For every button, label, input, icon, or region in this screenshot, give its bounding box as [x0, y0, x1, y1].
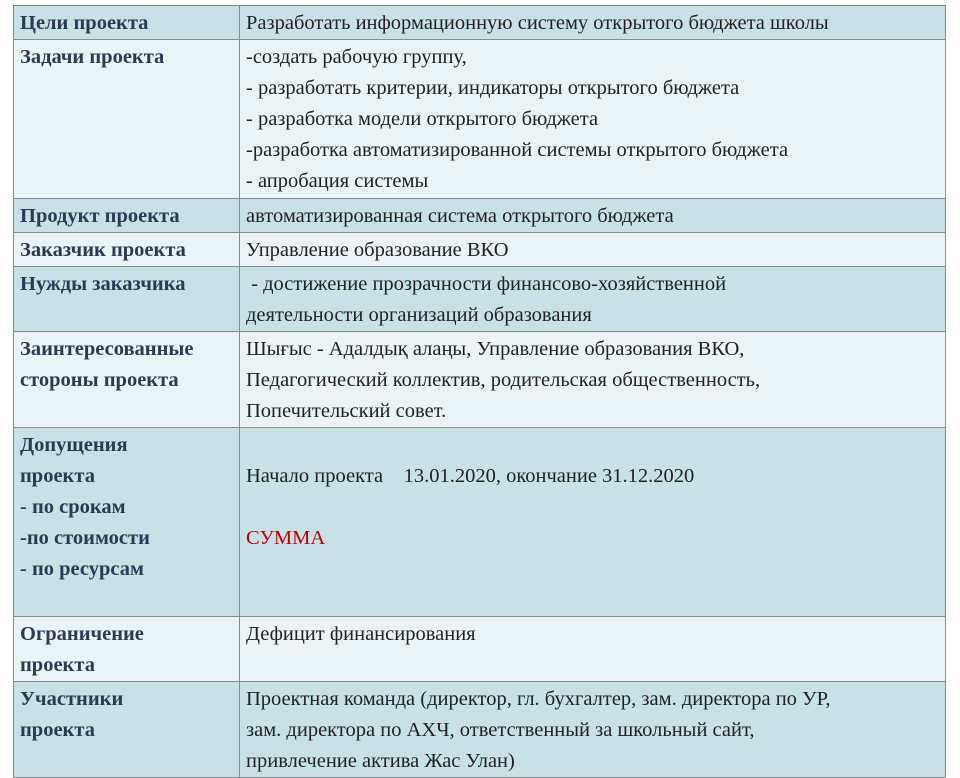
row-label-goals: Цели проекта [14, 6, 240, 40]
assumptions-label-line: - по срокам [20, 496, 126, 518]
assumptions-label-line: -по стоимости [20, 527, 150, 549]
participants-line: Проектная команда (директор, гл. бухгалтер, зам. директора по УР, [246, 688, 831, 710]
row-value-customer [240, 233, 946, 267]
task-item: - апробация системы [246, 170, 429, 192]
row-value-goals [240, 6, 946, 40]
row-label-constraints [14, 617, 240, 682]
row-label-tasks: Задачи проекта [14, 40, 240, 199]
participants-line: зам. директора по АХЧ, ответственный за школьный сайт, [246, 719, 755, 741]
row-value-participants [240, 682, 946, 778]
assumptions-label-line: Допущения [20, 434, 128, 456]
row-label-customer: Заказчик проекта [14, 233, 240, 267]
task-item: -создать рабочую группу, [246, 46, 467, 68]
row-label-assumptions [14, 428, 240, 617]
participants-line: привлечение актива Жас Улан) [246, 750, 515, 772]
table-row-goals [14, 6, 946, 40]
project-passport-table [13, 5, 946, 778]
participants-label-line: Участники [20, 688, 124, 710]
participants-label-line: проекта [20, 719, 95, 741]
row-label-needs: Нужды заказчика [14, 267, 240, 332]
assumptions-label-line: - по ресурсам [20, 558, 144, 580]
row-label-participants [14, 682, 240, 778]
task-item: -разработка автоматизированной системы открытого бюджета [246, 139, 789, 161]
row-value-tasks [240, 40, 946, 199]
needs-text: - достижение прозрачности финансово-хозяйственной [246, 273, 727, 295]
project-dates-text: Начало проекта 13.01.2020, окончание 31.12.2020 [246, 465, 695, 487]
task-item: - разработка модели открытого бюджета [246, 108, 599, 130]
table-row-assumptions [14, 428, 946, 617]
stakeholder-line: Педагогический коллектив, родительская общественность, [246, 369, 761, 391]
customer-text: Управление образование ВКО [246, 239, 509, 261]
stakeholder-line: Попечительский совет. [246, 400, 447, 422]
row-label-stakeholders: Заинтересованные стороны проекта [14, 332, 240, 428]
constraints-text: Дефицит финансирования [246, 623, 476, 645]
row-value-assumptions [240, 428, 946, 617]
assumptions-label-line: проекта [20, 465, 95, 487]
table-row-constraints [14, 617, 946, 682]
table-row-stakeholders [14, 332, 946, 428]
product-text: автоматизированная система открытого бюджета [246, 205, 674, 227]
row-value-stakeholders [240, 332, 946, 428]
table-row-participants [14, 682, 946, 778]
row-value-needs [240, 267, 946, 332]
needs-text: деятельности организаций образования [246, 304, 592, 326]
table-row-product [14, 199, 946, 233]
constraints-label-line: проекта [20, 654, 95, 676]
constraints-label-line: Ограничение [20, 623, 144, 645]
goals-text: Разработать информационную систему открытого бюджета школы [246, 12, 829, 34]
row-value-product [240, 199, 946, 233]
row-value-constraints [240, 617, 946, 682]
stakeholder-line: Шығыс - Адалдық алаңы, Управление образования ВКО, [246, 338, 745, 360]
blank-line [246, 492, 939, 523]
table-row-needs [14, 267, 946, 332]
table-row-tasks [14, 40, 946, 199]
row-label-product: Продукт проекта [14, 199, 240, 233]
task-item: - разработать критерии, индикаторы открытого бюджета [246, 77, 740, 99]
table-row-customer [14, 233, 946, 267]
sum-placeholder-text: СУММА [246, 527, 326, 549]
